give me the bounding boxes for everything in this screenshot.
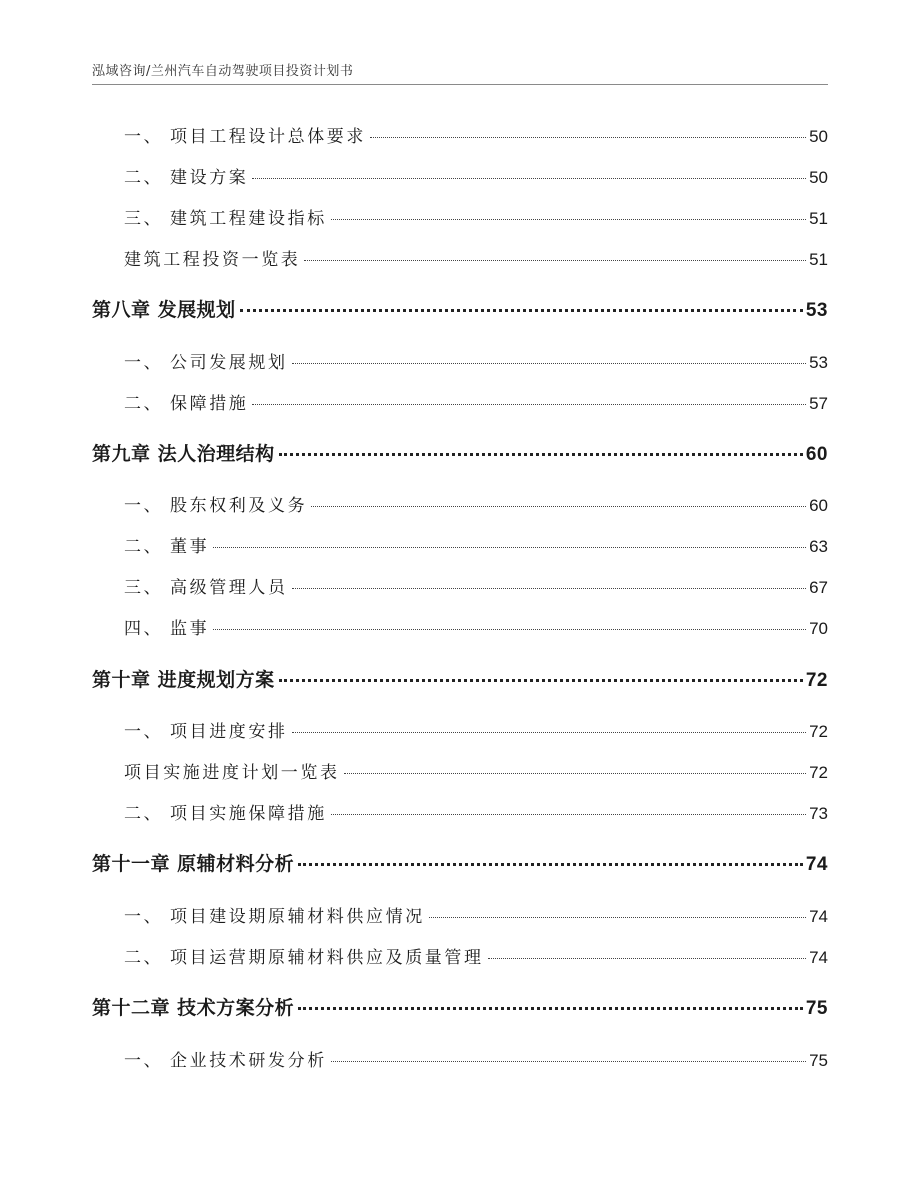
toc-entry-label (124, 204, 327, 229)
toc-entry[interactable] (124, 1046, 828, 1074)
toc-entry-number: 四、 (124, 619, 164, 639)
toc-chapter-title: 第九章 法人治理结构 (92, 443, 275, 465)
toc-entry-number: 二、 (124, 168, 164, 188)
toc-leader-dots (292, 363, 806, 364)
toc-entry-number: 二、 (124, 537, 164, 557)
toc-page-number: 51 (809, 209, 828, 228)
toc-entry-number: 二、 (124, 804, 164, 824)
toc-entry-label (124, 717, 288, 742)
toc-leader-dots (304, 260, 806, 261)
toc-entry-label (124, 799, 327, 824)
toc-page-number: 53 (809, 353, 828, 372)
toc-page-number: 72 (805, 670, 828, 691)
toc-entry-title: 企业技术研发分析 (170, 1051, 327, 1071)
toc-entry-title: 项目实施保障措施 (170, 804, 327, 824)
toc-entry[interactable] (124, 717, 828, 745)
toc-entry-label (124, 532, 209, 557)
toc-entry-number: 二、 (124, 948, 164, 968)
toc-page-number: 51 (809, 250, 828, 269)
toc-entry[interactable] (124, 491, 828, 519)
toc-entry-number: 二、 (124, 394, 164, 414)
toc-page-number: 74 (809, 907, 828, 926)
toc-entry-title: 董事 (170, 537, 210, 557)
toc-entry[interactable] (124, 799, 828, 827)
toc-page-number: 72 (809, 763, 828, 782)
toc-chapter-entry[interactable] (92, 849, 828, 877)
toc-leader-dots (213, 547, 806, 548)
toc-entry-title: 建筑工程建设指标 (170, 209, 327, 229)
toc-leader-dots (311, 506, 806, 507)
toc-page-number: 75 (809, 1051, 828, 1070)
toc-entry-number: 三、 (124, 578, 164, 598)
toc-entry-number: 三、 (124, 209, 164, 229)
toc-leader-dots (344, 773, 806, 774)
toc-entry-label (124, 943, 484, 968)
toc-leader-dots (292, 732, 806, 733)
toc-leader-dots (279, 453, 803, 456)
toc-entry-title: 保障措施 (170, 394, 249, 414)
toc-leader-dots (298, 863, 803, 866)
toc-entry-title: 项目建设期原辅材料供应情况 (170, 907, 425, 927)
toc-entry[interactable] (124, 902, 828, 930)
toc-entry[interactable] (124, 245, 828, 273)
toc-entry-label (124, 245, 300, 270)
toc-entry-label (124, 902, 425, 927)
toc-chapter-title: 第十一章 原辅材料分析 (92, 853, 295, 875)
toc-entry-label (124, 122, 366, 147)
toc-entry-number: 一、 (124, 1051, 164, 1071)
toc-entry-title: 公司发展规划 (170, 353, 288, 373)
toc-entry-label (124, 491, 307, 516)
toc-entry[interactable] (124, 943, 828, 971)
toc-page-number: 60 (809, 496, 828, 515)
toc-entry-number: 一、 (124, 907, 164, 927)
toc-chapter-entry[interactable] (92, 993, 828, 1021)
toc-page-number: 74 (809, 948, 828, 967)
toc-entry-title: 建设方案 (170, 168, 249, 188)
toc-entry-label (124, 573, 288, 598)
toc-leader-dots (429, 917, 806, 918)
toc-page-number: 50 (809, 168, 828, 187)
toc-page-number: 70 (809, 619, 828, 638)
toc-leader-dots (370, 137, 806, 138)
toc-entry-number: 一、 (124, 496, 164, 516)
toc-chapter-entry[interactable] (92, 295, 828, 323)
toc-entry-title: 项目进度安排 (170, 722, 288, 742)
toc-chapter-entry[interactable] (92, 665, 828, 693)
toc-entry[interactable] (124, 348, 828, 376)
toc-entry-number: 一、 (124, 353, 164, 373)
toc-entry-title: 建筑工程投资一览表 (124, 250, 301, 270)
toc-entry-number: 一、 (124, 722, 164, 742)
toc-entry-label (124, 389, 248, 414)
toc-leader-dots (298, 1007, 803, 1010)
toc-leader-dots (331, 219, 806, 220)
toc-entry-title: 股东权利及义务 (170, 496, 308, 516)
toc-entry[interactable] (124, 758, 828, 786)
toc-page-number: 72 (809, 722, 828, 741)
toc-leader-dots (252, 404, 806, 405)
toc-leader-dots (331, 1061, 806, 1062)
toc-entry-label (124, 163, 248, 188)
toc-page-number: 57 (809, 394, 828, 413)
toc-page-number: 60 (805, 444, 828, 465)
toc-page-number: 50 (809, 127, 828, 146)
toc-entry-title: 项目工程设计总体要求 (170, 127, 366, 147)
toc-page-number: 74 (805, 854, 828, 875)
toc-entry[interactable] (124, 389, 828, 417)
toc-chapter-title: 第十二章 技术方案分析 (92, 997, 295, 1019)
toc-chapter-title: 第八章 发展规划 (92, 299, 236, 321)
toc-page-number: 73 (809, 804, 828, 823)
toc-entry[interactable] (124, 614, 828, 642)
toc-page-number: 75 (805, 998, 828, 1019)
toc-page-number: 53 (805, 300, 828, 321)
toc-chapter-title: 第十章 进度规划方案 (92, 669, 275, 691)
toc-entry-label (124, 758, 340, 783)
toc-entry-number: 一、 (124, 127, 164, 147)
toc-entry[interactable] (124, 204, 828, 232)
toc-leader-dots (213, 629, 806, 630)
toc-page-number: 63 (809, 537, 828, 556)
page-header-title: 泓域咨询/兰州汽车自动驾驶项目投资计划书 (92, 64, 354, 79)
toc-entry-label (124, 614, 209, 639)
toc-chapter-entry[interactable] (92, 439, 828, 467)
toc-entry-title: 监事 (170, 619, 210, 639)
toc-entry[interactable] (124, 532, 828, 560)
toc-leader-dots (331, 814, 806, 815)
toc-entry-title: 项目实施进度计划一览表 (124, 763, 340, 783)
toc-leader-dots (279, 679, 803, 682)
toc-entry[interactable] (124, 122, 828, 150)
toc-entry-label (124, 1046, 327, 1071)
toc-leader-dots (240, 309, 803, 312)
toc-page-number: 67 (809, 578, 828, 597)
toc-entry[interactable] (124, 573, 828, 601)
toc-entry-label (124, 348, 288, 373)
toc-entry-title: 高级管理人员 (170, 578, 288, 598)
header-divider (92, 84, 828, 85)
toc-leader-dots (252, 178, 806, 179)
toc-leader-dots (488, 958, 806, 959)
toc-entry[interactable] (124, 163, 828, 191)
toc-leader-dots (292, 588, 806, 589)
toc-entry-title: 项目运营期原辅材料供应及质量管理 (170, 948, 484, 968)
